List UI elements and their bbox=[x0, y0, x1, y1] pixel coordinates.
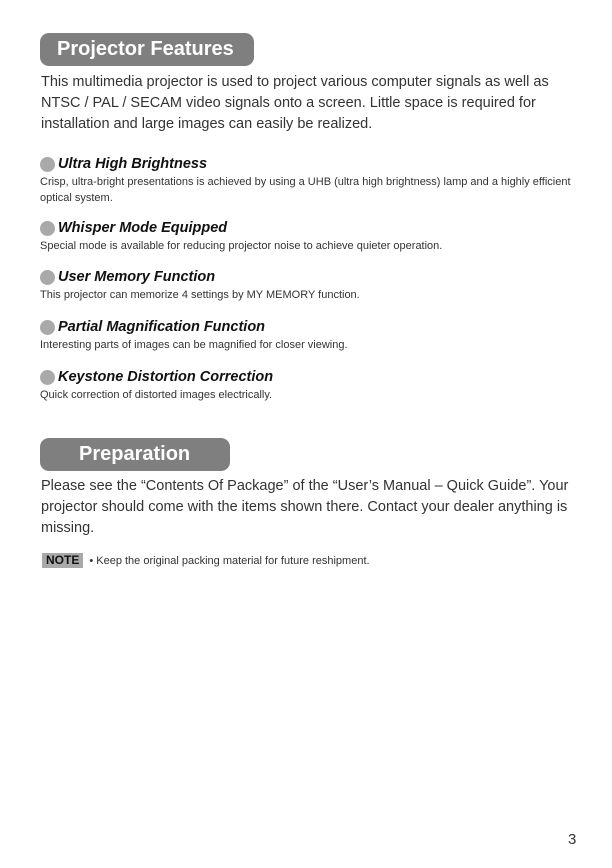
bullet-circle-icon bbox=[40, 370, 55, 385]
preparation-heading: Preparation bbox=[40, 438, 230, 471]
feature-title: Keystone Distortion Correction bbox=[58, 369, 274, 385]
feature-item-user-memory bbox=[40, 268, 580, 303]
note-text: • Keep the original packing material for future reshipment. bbox=[89, 554, 370, 567]
feature-title: User Memory Function bbox=[58, 269, 216, 285]
features-intro-text: This multimedia projector is used to project various computer signals as well as NTSC / PAL / SECAM video signals onto a screen. Little space is required for installation and large images can easily be realized. bbox=[41, 74, 549, 132]
feature-item-whisper-mode bbox=[40, 219, 580, 254]
preparation-intro-text: Please see the “Contents Of Package” of the “User’s Manual – Quick Guide”. Your projector should come with the items shown there. Contact your dealer anything is missing. bbox=[41, 478, 569, 536]
feature-item-ultra-high-brightness bbox=[40, 155, 580, 206]
feature-description: Interesting parts of images can be magnified for closer viewing. bbox=[40, 339, 348, 351]
feature-description: This projector can memorize 4 settings by MY MEMORY function. bbox=[40, 289, 360, 301]
feature-description: Crisp, ultra-bright presentations is achieved by using a UHB (ultra high brightness) lamp and a highly efficient optical system. bbox=[40, 176, 571, 204]
bullet-circle-icon bbox=[40, 157, 55, 172]
feature-item-keystone-correction bbox=[40, 368, 580, 403]
bullet-circle-icon bbox=[40, 221, 55, 236]
feature-title: Whisper Mode Equipped bbox=[58, 220, 228, 236]
bullet-circle-icon bbox=[40, 270, 55, 285]
feature-title: Ultra High Brightness bbox=[58, 156, 208, 172]
note bbox=[42, 553, 370, 568]
bullet-circle-icon bbox=[40, 320, 55, 335]
projector-features-heading: Projector Features bbox=[40, 33, 254, 66]
note-badge: NOTE bbox=[42, 553, 83, 568]
feature-description: Special mode is available for reducing projector noise to achieve quieter operation. bbox=[40, 240, 443, 252]
feature-title: Partial Magnification Function bbox=[58, 319, 266, 335]
feature-item-partial-magnification bbox=[40, 318, 580, 353]
page-number: 3 bbox=[568, 831, 577, 848]
feature-description: Quick correction of distorted images electrically. bbox=[40, 389, 273, 401]
